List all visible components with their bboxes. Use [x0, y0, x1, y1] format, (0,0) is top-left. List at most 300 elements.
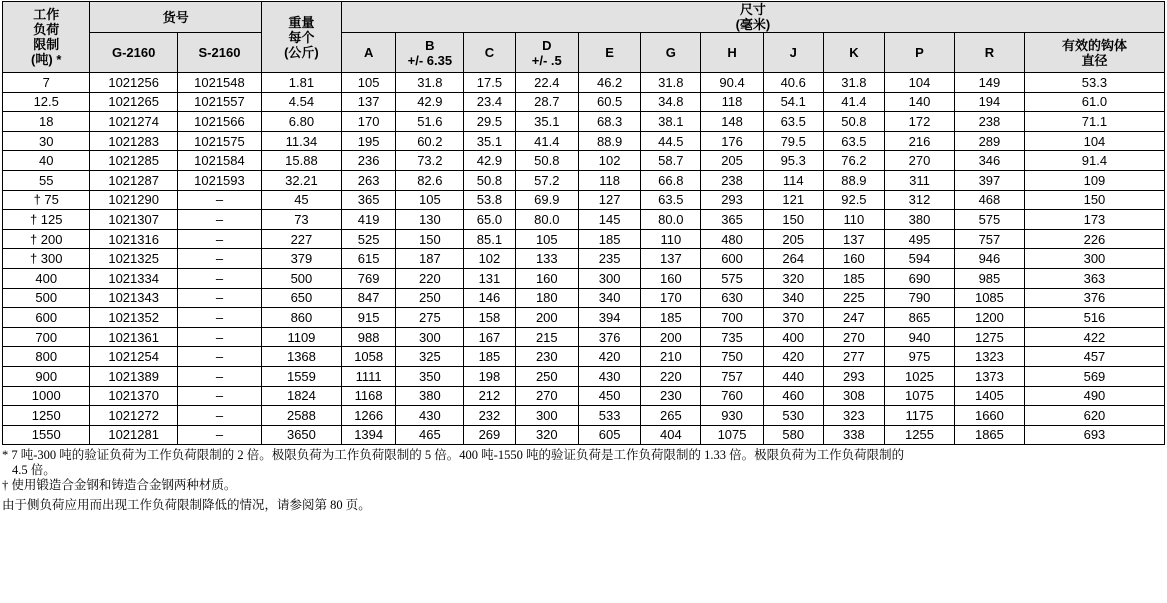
cell-p: 380	[885, 210, 955, 230]
cell-weight: 860	[262, 308, 342, 328]
cell-g: 63.5	[641, 190, 701, 210]
cell-j: 320	[763, 268, 823, 288]
table-row	[3, 366, 1165, 386]
cell-c: 85.1	[464, 229, 515, 249]
cell-d: 133	[515, 249, 578, 269]
cell-wll: 18	[3, 112, 90, 132]
cell-hook-diameter: 516	[1024, 308, 1164, 328]
cell-g2160: 1021352	[90, 308, 177, 328]
cell-e: 88.9	[578, 131, 640, 151]
cell-g2160: 1021254	[90, 347, 177, 367]
cell-j: 580	[763, 425, 823, 445]
cell-s2160: –	[177, 366, 261, 386]
cell-g2160: 1021256	[90, 73, 177, 93]
cell-h: 575	[701, 268, 763, 288]
cell-s2160: –	[177, 210, 261, 230]
cell-a: 1394	[341, 425, 396, 445]
cell-b: 300	[396, 327, 464, 347]
cell-g: 31.8	[641, 73, 701, 93]
cell-weight: 1.81	[262, 73, 342, 93]
cell-j: 205	[763, 229, 823, 249]
cell-g2160: 1021290	[90, 190, 177, 210]
cell-h: 480	[701, 229, 763, 249]
cell-j: 121	[763, 190, 823, 210]
cell-p: 172	[885, 112, 955, 132]
cell-weight: 45	[262, 190, 342, 210]
cell-h: 1075	[701, 425, 763, 445]
cell-g2160: 1021316	[90, 229, 177, 249]
cell-a: 1266	[341, 406, 396, 426]
cell-h: 750	[701, 347, 763, 367]
header-dim-a: A	[341, 33, 396, 73]
cell-wll: 800	[3, 347, 90, 367]
cell-a: 1111	[341, 366, 396, 386]
cell-s2160: 1021593	[177, 170, 261, 190]
header-dim-j: J	[763, 33, 823, 73]
cell-e: 420	[578, 347, 640, 367]
cell-c: 35.1	[464, 131, 515, 151]
cell-p: 312	[885, 190, 955, 210]
cell-j: 40.6	[763, 73, 823, 93]
cell-d: 41.4	[515, 131, 578, 151]
cell-c: 102	[464, 249, 515, 269]
cell-c: 23.4	[464, 92, 515, 112]
cell-b: 105	[396, 190, 464, 210]
cell-c: 29.5	[464, 112, 515, 132]
table-header	[3, 2, 1165, 73]
cell-g2160: 1021272	[90, 406, 177, 426]
cell-k: 308	[823, 386, 884, 406]
cell-d: 180	[515, 288, 578, 308]
cell-weight: 227	[262, 229, 342, 249]
cell-hook-diameter: 226	[1024, 229, 1164, 249]
cell-s2160: 1021584	[177, 151, 261, 171]
cell-j: 340	[763, 288, 823, 308]
cell-j: 530	[763, 406, 823, 426]
cell-a: 847	[341, 288, 396, 308]
cell-hook-diameter: 71.1	[1024, 112, 1164, 132]
cell-r: 757	[954, 229, 1024, 249]
header-dimensions: 尺寸 (毫米)	[341, 2, 1164, 33]
cell-b: 325	[396, 347, 464, 367]
cell-r: 1405	[954, 386, 1024, 406]
cell-a: 263	[341, 170, 396, 190]
cell-k: 323	[823, 406, 884, 426]
cell-weight: 73	[262, 210, 342, 230]
table-row	[3, 92, 1165, 112]
cell-e: 450	[578, 386, 640, 406]
cell-j: 114	[763, 170, 823, 190]
cell-k: 277	[823, 347, 884, 367]
cell-wll: † 75	[3, 190, 90, 210]
cell-h: 148	[701, 112, 763, 132]
cell-b: 42.9	[396, 92, 464, 112]
cell-s2160: –	[177, 425, 261, 445]
cell-s2160: 1021548	[177, 73, 261, 93]
cell-h: 760	[701, 386, 763, 406]
cell-wll: 7	[3, 73, 90, 93]
table-row	[3, 73, 1165, 93]
header-dim-e: E	[578, 33, 640, 73]
table-row	[3, 190, 1165, 210]
cell-h: 700	[701, 308, 763, 328]
cell-r: 1373	[954, 366, 1024, 386]
cell-r: 1323	[954, 347, 1024, 367]
cell-wll: 700	[3, 327, 90, 347]
cell-r: 194	[954, 92, 1024, 112]
cell-b: 465	[396, 425, 464, 445]
header-dim-g: G	[641, 33, 701, 73]
cell-p: 690	[885, 268, 955, 288]
cell-p: 790	[885, 288, 955, 308]
header-dim-r: R	[954, 33, 1024, 73]
cell-g2160: 1021334	[90, 268, 177, 288]
cell-e: 235	[578, 249, 640, 269]
cell-b: 150	[396, 229, 464, 249]
cell-wll: 55	[3, 170, 90, 190]
cell-e: 394	[578, 308, 640, 328]
cell-d: 250	[515, 366, 578, 386]
cell-weight: 11.34	[262, 131, 342, 151]
cell-p: 1175	[885, 406, 955, 426]
cell-c: 198	[464, 366, 515, 386]
header-working-load-limit: 工作 负荷 限制 (吨) *	[3, 2, 90, 73]
cell-j: 370	[763, 308, 823, 328]
cell-p: 1025	[885, 366, 955, 386]
cell-e: 118	[578, 170, 640, 190]
cell-d: 230	[515, 347, 578, 367]
cell-d: 69.9	[515, 190, 578, 210]
cell-h: 90.4	[701, 73, 763, 93]
cell-hook-diameter: 457	[1024, 347, 1164, 367]
cell-wll: 500	[3, 288, 90, 308]
cell-d: 200	[515, 308, 578, 328]
cell-g: 137	[641, 249, 701, 269]
cell-weight: 650	[262, 288, 342, 308]
cell-g: 58.7	[641, 151, 701, 171]
cell-k: 76.2	[823, 151, 884, 171]
cell-weight: 4.54	[262, 92, 342, 112]
cell-h: 735	[701, 327, 763, 347]
cell-e: 300	[578, 268, 640, 288]
cell-k: 293	[823, 366, 884, 386]
table-row	[3, 308, 1165, 328]
cell-c: 131	[464, 268, 515, 288]
cell-h: 757	[701, 366, 763, 386]
cell-e: 127	[578, 190, 640, 210]
cell-g2160: 1021287	[90, 170, 177, 190]
table-row	[3, 386, 1165, 406]
cell-c: 17.5	[464, 73, 515, 93]
cell-r: 985	[954, 268, 1024, 288]
cell-a: 1168	[341, 386, 396, 406]
cell-wll: † 200	[3, 229, 90, 249]
cell-weight: 1109	[262, 327, 342, 347]
cell-r: 289	[954, 131, 1024, 151]
cell-g: 110	[641, 229, 701, 249]
footnote-side-load: 由于侧负荷应用而出现工作负荷限制降低的情况，请参阅第 80 页。	[2, 498, 371, 513]
cell-k: 137	[823, 229, 884, 249]
cell-p: 104	[885, 73, 955, 93]
cell-hook-diameter: 150	[1024, 190, 1164, 210]
cell-e: 102	[578, 151, 640, 171]
cell-b: 130	[396, 210, 464, 230]
cell-s2160: –	[177, 386, 261, 406]
cell-j: 440	[763, 366, 823, 386]
cell-g: 200	[641, 327, 701, 347]
cell-g: 230	[641, 386, 701, 406]
cell-c: 42.9	[464, 151, 515, 171]
footnote-proof-load: * 7 吨-300 吨的验证负荷为工作负荷限制的 2 倍。极限负荷为工作负荷限制的 5 倍。400 吨-1550 吨的验证负荷是工作负荷限制的 1.33 倍。极限负荷为工作负荷限制的	[2, 448, 905, 463]
cell-g2160: 1021307	[90, 210, 177, 230]
header-g2160: G-2160	[90, 33, 177, 73]
cell-p: 216	[885, 131, 955, 151]
table-body	[3, 73, 1165, 445]
cell-r: 1085	[954, 288, 1024, 308]
cell-r: 346	[954, 151, 1024, 171]
cell-a: 1058	[341, 347, 396, 367]
cell-p: 495	[885, 229, 955, 249]
cell-r: 149	[954, 73, 1024, 93]
cell-hook-diameter: 104	[1024, 131, 1164, 151]
cell-g2160: 1021325	[90, 249, 177, 269]
cell-hook-diameter: 363	[1024, 268, 1164, 288]
cell-a: 170	[341, 112, 396, 132]
cell-a: 769	[341, 268, 396, 288]
cell-wll: 1550	[3, 425, 90, 445]
cell-b: 380	[396, 386, 464, 406]
cell-b: 250	[396, 288, 464, 308]
cell-wll: 30	[3, 131, 90, 151]
cell-b: 187	[396, 249, 464, 269]
cell-weight: 2588	[262, 406, 342, 426]
cell-c: 167	[464, 327, 515, 347]
header-dim-h: H	[701, 33, 763, 73]
cell-a: 236	[341, 151, 396, 171]
cell-k: 63.5	[823, 131, 884, 151]
cell-p: 140	[885, 92, 955, 112]
cell-b: 82.6	[396, 170, 464, 190]
cell-e: 145	[578, 210, 640, 230]
cell-s2160: –	[177, 347, 261, 367]
cell-p: 1255	[885, 425, 955, 445]
cell-weight: 379	[262, 249, 342, 269]
header-s2160: S-2160	[177, 33, 261, 73]
cell-p: 594	[885, 249, 955, 269]
cell-d: 50.8	[515, 151, 578, 171]
cell-h: 293	[701, 190, 763, 210]
cell-j: 54.1	[763, 92, 823, 112]
cell-h: 176	[701, 131, 763, 151]
cell-h: 630	[701, 288, 763, 308]
cell-h: 600	[701, 249, 763, 269]
cell-c: 212	[464, 386, 515, 406]
cell-p: 940	[885, 327, 955, 347]
cell-c: 50.8	[464, 170, 515, 190]
cell-g2160: 1021281	[90, 425, 177, 445]
cell-wll: 1000	[3, 386, 90, 406]
cell-p: 270	[885, 151, 955, 171]
cell-hook-diameter: 173	[1024, 210, 1164, 230]
cell-g: 185	[641, 308, 701, 328]
cell-r: 946	[954, 249, 1024, 269]
cell-e: 430	[578, 366, 640, 386]
cell-hook-diameter: 376	[1024, 288, 1164, 308]
cell-hook-diameter: 61.0	[1024, 92, 1164, 112]
cell-k: 50.8	[823, 112, 884, 132]
cell-j: 264	[763, 249, 823, 269]
cell-r: 468	[954, 190, 1024, 210]
cell-d: 22.4	[515, 73, 578, 93]
cell-s2160: 1021566	[177, 112, 261, 132]
cell-d: 28.7	[515, 92, 578, 112]
cell-c: 269	[464, 425, 515, 445]
cell-j: 460	[763, 386, 823, 406]
cell-g: 404	[641, 425, 701, 445]
cell-e: 46.2	[578, 73, 640, 93]
cell-e: 376	[578, 327, 640, 347]
cell-b: 220	[396, 268, 464, 288]
cell-g2160: 1021370	[90, 386, 177, 406]
cell-g: 210	[641, 347, 701, 367]
cell-g2160: 1021283	[90, 131, 177, 151]
cell-s2160: –	[177, 308, 261, 328]
header-dim-k: K	[823, 33, 884, 73]
cell-r: 575	[954, 210, 1024, 230]
cell-g: 38.1	[641, 112, 701, 132]
cell-e: 605	[578, 425, 640, 445]
cell-k: 247	[823, 308, 884, 328]
cell-weight: 32.21	[262, 170, 342, 190]
cell-k: 41.4	[823, 92, 884, 112]
cell-s2160: –	[177, 268, 261, 288]
cell-g: 44.5	[641, 131, 701, 151]
cell-wll: 900	[3, 366, 90, 386]
cell-k: 185	[823, 268, 884, 288]
cell-c: 158	[464, 308, 515, 328]
cell-wll: 600	[3, 308, 90, 328]
header-part-number: 货号	[90, 2, 262, 33]
cell-b: 430	[396, 406, 464, 426]
cell-g: 265	[641, 406, 701, 426]
cell-c: 185	[464, 347, 515, 367]
header-weight: 重量 每个 (公斤)	[262, 2, 342, 73]
cell-s2160: –	[177, 288, 261, 308]
cell-r: 1275	[954, 327, 1024, 347]
table-row	[3, 406, 1165, 426]
cell-j: 420	[763, 347, 823, 367]
cell-p: 1075	[885, 386, 955, 406]
cell-j: 95.3	[763, 151, 823, 171]
cell-g2160: 1021274	[90, 112, 177, 132]
cell-hook-diameter: 620	[1024, 406, 1164, 426]
cell-p: 975	[885, 347, 955, 367]
shackle-spec-table	[2, 1, 1165, 445]
cell-s2160: –	[177, 327, 261, 347]
cell-wll: † 125	[3, 210, 90, 230]
cell-c: 65.0	[464, 210, 515, 230]
cell-g2160: 1021361	[90, 327, 177, 347]
table-row	[3, 249, 1165, 269]
cell-j: 400	[763, 327, 823, 347]
cell-k: 92.5	[823, 190, 884, 210]
cell-r: 1660	[954, 406, 1024, 426]
cell-d: 270	[515, 386, 578, 406]
cell-hook-diameter: 422	[1024, 327, 1164, 347]
cell-d: 160	[515, 268, 578, 288]
cell-a: 105	[341, 73, 396, 93]
cell-d: 35.1	[515, 112, 578, 132]
cell-c: 232	[464, 406, 515, 426]
header-dim-d: D +/- .5	[515, 33, 578, 73]
cell-j: 63.5	[763, 112, 823, 132]
cell-b: 350	[396, 366, 464, 386]
cell-h: 238	[701, 170, 763, 190]
cell-a: 195	[341, 131, 396, 151]
cell-r: 238	[954, 112, 1024, 132]
cell-s2160: –	[177, 406, 261, 426]
cell-s2160: –	[177, 229, 261, 249]
cell-k: 338	[823, 425, 884, 445]
cell-j: 150	[763, 210, 823, 230]
cell-wll: 40	[3, 151, 90, 171]
table-row	[3, 112, 1165, 132]
cell-c: 53.8	[464, 190, 515, 210]
cell-d: 80.0	[515, 210, 578, 230]
footnote-proof-load-continued: 4.5 倍。	[12, 463, 56, 478]
cell-hook-diameter: 53.3	[1024, 73, 1164, 93]
cell-r: 1865	[954, 425, 1024, 445]
cell-hook-diameter: 693	[1024, 425, 1164, 445]
cell-s2160: 1021557	[177, 92, 261, 112]
cell-b: 60.2	[396, 131, 464, 151]
cell-k: 88.9	[823, 170, 884, 190]
cell-g: 34.8	[641, 92, 701, 112]
cell-a: 988	[341, 327, 396, 347]
table-row	[3, 327, 1165, 347]
cell-b: 73.2	[396, 151, 464, 171]
cell-d: 320	[515, 425, 578, 445]
header-dim-p: P	[885, 33, 955, 73]
cell-d: 300	[515, 406, 578, 426]
table-row	[3, 425, 1165, 445]
cell-p: 865	[885, 308, 955, 328]
footnote-material: † 使用锻造合金钢和铸造合金钢两种材质。	[2, 478, 237, 493]
cell-d: 57.2	[515, 170, 578, 190]
cell-k: 160	[823, 249, 884, 269]
cell-h: 365	[701, 210, 763, 230]
cell-g: 66.8	[641, 170, 701, 190]
header-dim-b: B +/- 6.35	[396, 33, 464, 73]
cell-r: 397	[954, 170, 1024, 190]
cell-e: 340	[578, 288, 640, 308]
cell-hook-diameter: 569	[1024, 366, 1164, 386]
cell-g2160: 1021265	[90, 92, 177, 112]
cell-g2160: 1021343	[90, 288, 177, 308]
cell-wll: 400	[3, 268, 90, 288]
cell-g2160: 1021285	[90, 151, 177, 171]
cell-h: 118	[701, 92, 763, 112]
cell-g: 160	[641, 268, 701, 288]
header-dim-c: C	[464, 33, 515, 73]
cell-wll: 1250	[3, 406, 90, 426]
cell-p: 311	[885, 170, 955, 190]
cell-hook-diameter: 109	[1024, 170, 1164, 190]
cell-weight: 3650	[262, 425, 342, 445]
cell-g: 170	[641, 288, 701, 308]
cell-d: 215	[515, 327, 578, 347]
table-row	[3, 288, 1165, 308]
